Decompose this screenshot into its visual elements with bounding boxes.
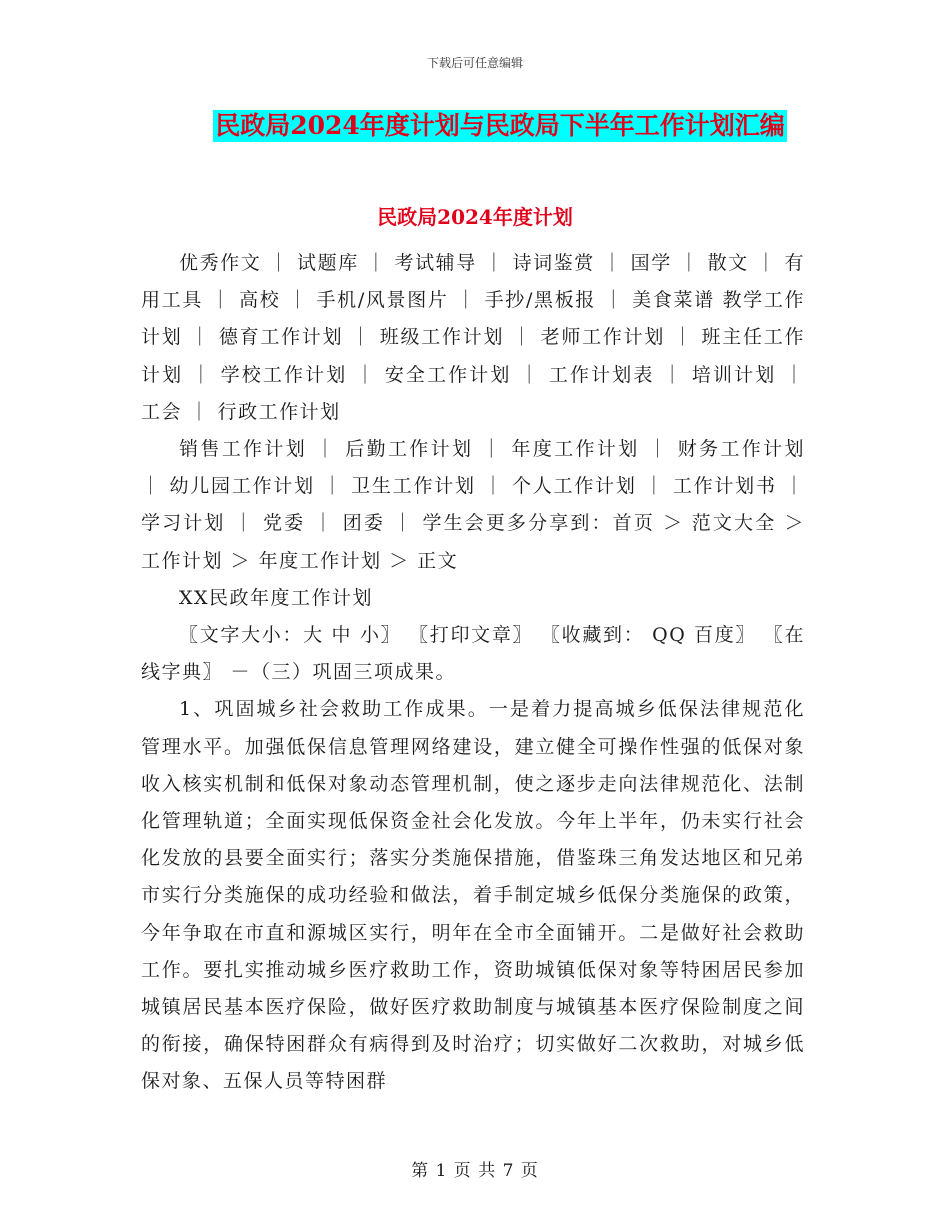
sub-title: 民政局2024年度计划 (377, 205, 573, 229)
nav-links-paragraph: 优秀作文 ｜ 试题库 ｜ 考试辅导 ｜ 诗词鉴赏 ｜ 国学 ｜ 散文 ｜ 有用工具 ｜ 高校 ｜ 手机/风景图片 ｜ 手抄/黑板报 ｜ 美食菜谱 教学工作计划 ｜ 德育工作计划 ｜ 班级工作计划 ｜ 老师工作计划 ｜ 班主任工作计划 ｜ 学校工作计划 ｜ 安全工作计划 ｜ 工作计划表 ｜ 培训计划 ｜ 工会 ｜ 行政工作计划 (141, 252, 805, 423)
article-toolbar-text: 〖文字大小：大 中 小〗 〖打印文章〗 〖收藏到： QQ 百度〗 〖在线字典〗 －（三）巩固三项成果。 (141, 624, 805, 684)
article-heading: XX民政年度工作计划 (179, 586, 374, 609)
document-body (141, 245, 805, 1101)
body-paragraph: 1、巩固城乡社会救助工作成果。一是着力提高城乡低保法律规范化管理水平。加强低保信息管理网络建设，建立健全可操作性强的低保对象收入核实机制和低保对象动态管理机制，使之逐步走向法律规范化、法制化管理轨道；全面实现低保资金社会化发放。今年上半年，仍未实行社会化发放的县要全面实行；落实分类施保措施，借鉴珠三角发达地区和兄弟市实行分类施保的成功经验和做法，着手制定城乡低保分类施保的政策，今年争取在市直和源城区实行，明年在全市全面铺开。二是做好社会救助工作。要扎实推动城乡医疗救助工作，资助城镇低保对象等特困居民参加城镇居民基本医疗保险，做好医疗救助制度与城镇基本医疗保险制度之间的衔接，确保特困群众有病得到及时治疗；切实做好二次救助，对城乡低保对象、五保人员等特困群 (141, 698, 805, 1093)
page-number: 第 1 页 共 7 页 (411, 1161, 539, 1181)
nav-links-paragraph-2: 销售工作计划 ｜ 后勤工作计划 ｜ 年度工作计划 ｜ 财务工作计划 ｜ 幼儿园工作计划 ｜ 卫生工作计划 ｜ 个人工作计划 ｜ 工作计划书 ｜ 学习计划 ｜ 党委 ｜ 团委 ｜ 学生会更多分享到：首页 ＞ 范文大全 ＞ 工作计划 ＞ 年度工作计划 ＞ 正文 (141, 438, 805, 572)
main-title-container (0, 110, 950, 142)
header-note: 下载后可任意编辑 (426, 56, 523, 70)
main-title: 民政局2024年度计划与民政局下半年工作计划汇编 (215, 111, 785, 140)
